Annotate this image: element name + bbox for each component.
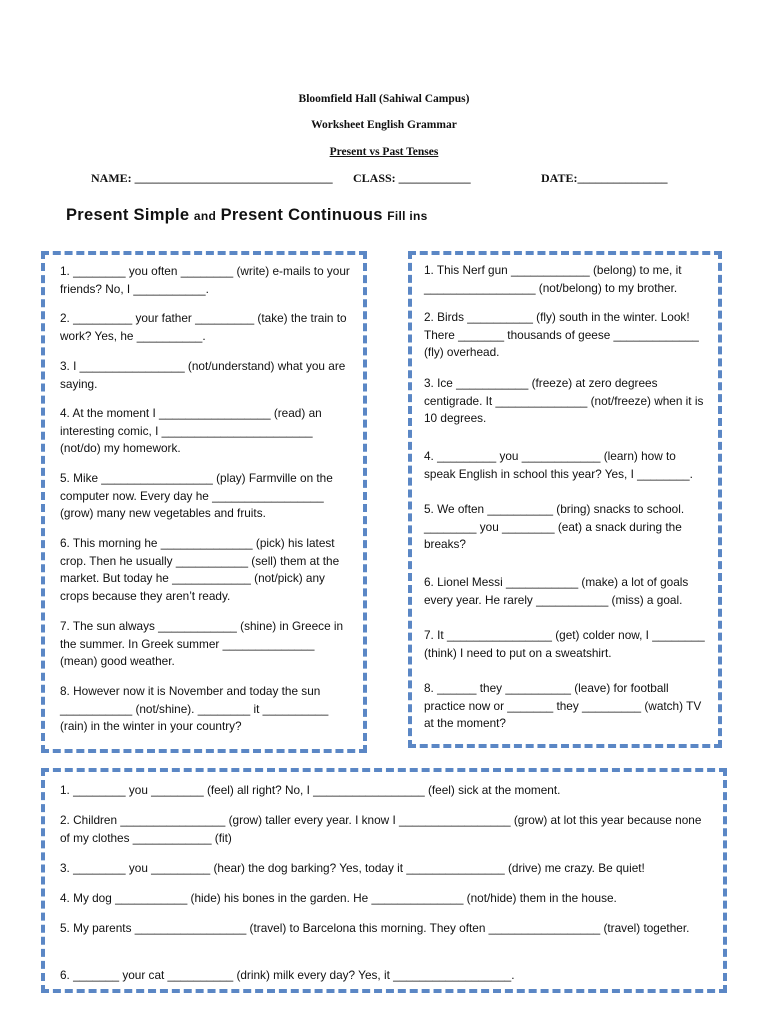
name-field[interactable]: NAME: _________________________________ bbox=[91, 171, 333, 185]
exercise-item: 3. I ________________ (not/understand) what you are saying. bbox=[60, 359, 346, 391]
exercise-item: 1. ________ you ________ (feel) all right? No, I _________________ (feel) sick at the moment. bbox=[60, 783, 561, 797]
exercise-item: 3. Ice ___________ (freeze) at zero degrees centigrade. It ______________ (not/freeze) when it is 10 degrees. bbox=[424, 376, 704, 425]
date-field[interactable]: DATE:_______________ bbox=[541, 171, 668, 185]
exercise-item: 7. The sun always ____________ (shine) in Greece in the summer. In Greek summer ______________ (mean) good weather. bbox=[60, 619, 344, 668]
exercise-item: 2. Children ________________ (grow) taller every year. I know I _________________ (grow) at lot this year because none of my clothes ____________ (fit) bbox=[60, 813, 702, 845]
exercise-item: 2. Birds __________ (fly) south in the winter. Look! There _______ thousands of geese _____________ (fly) overhead. bbox=[424, 310, 699, 359]
exercise-item: 3. ________ you _________ (hear) the dog barking? Yes, today it _______________ (drive) me crazy. Be quiet! bbox=[60, 861, 645, 875]
exercise-item: 8. ______ they __________ (leave) for football practice now or _______ they _________ (watch) TV at the moment? bbox=[424, 681, 702, 730]
section-title bbox=[66, 206, 428, 225]
exercise-item: 5. Mike _________________ (play) Farmville on the computer now. Every day he _________________ (grow) many new vegetables and fruits. bbox=[60, 471, 333, 520]
exercise-box-right bbox=[408, 251, 722, 748]
worksheet-title: Worksheet English Grammar bbox=[311, 119, 457, 131]
exercise-item: 6. This morning he ______________ (pick) his latest crop. Then he usually ___________ (sell) them at the market. But today he ____________ (not/pick) any crops because they aren’t ready. bbox=[60, 536, 340, 603]
title-present-continuous: Present Continuous bbox=[220, 206, 383, 224]
exercise-item: 1. ________ you often ________ (write) e-mails to your friends? No, I ___________. bbox=[60, 264, 350, 296]
exercise-item: 2. _________ your father _________ (take) the train to work? Yes, he __________. bbox=[60, 311, 347, 343]
title-fill-ins: Fill ins bbox=[387, 209, 428, 223]
title-and: and bbox=[193, 209, 217, 223]
exercise-item: 1. This Nerf gun ____________ (belong) to me, it _________________ (not/belong) to my brother. bbox=[424, 263, 682, 295]
exercise-item: 8. However now it is November and today the sun ___________ (not/shine). ________ it __________ (rain) in the winter in your country? bbox=[60, 684, 329, 733]
exercise-item: 4. _________ you ____________ (learn) how to speak English in school this year? Yes, I ________. bbox=[424, 449, 693, 481]
exercise-item: 6. _______ your cat __________ (drink) milk every day? Yes, it __________________. bbox=[60, 968, 515, 982]
exercise-item: 4. At the moment I _________________ (read) an interesting comic, I _______________________ (not/do) my homework. bbox=[60, 406, 322, 455]
exercise-box-left bbox=[41, 251, 367, 753]
worksheet-subtitle: Present vs Past Tenses bbox=[329, 146, 439, 158]
exercise-item: 4. My dog ___________ (hide) his bones in the garden. He ______________ (not/hide) them in the house. bbox=[60, 891, 617, 905]
school-name: Bloomfield Hall (Sahiwal Campus) bbox=[298, 93, 470, 105]
exercise-item: 7. It ________________ (get) colder now, I ________ (think) I need to put on a sweatshirt. bbox=[424, 628, 705, 660]
exercise-item: 5. My parents _________________ (travel) to Barcelona this morning. They often _________________ (travel) together. bbox=[60, 921, 690, 935]
class-field[interactable]: CLASS: ____________ bbox=[353, 171, 471, 185]
exercise-box-bottom bbox=[41, 768, 727, 993]
title-present-simple: Present Simple bbox=[66, 206, 190, 224]
exercise-item: 5. We often __________ (bring) snacks to school. ________ you ________ (eat) a snack during the breaks? bbox=[424, 502, 685, 551]
exercise-item: 6. Lionel Messi ___________ (make) a lot of goals every year. He rarely ___________ (miss) a goal. bbox=[424, 575, 689, 607]
